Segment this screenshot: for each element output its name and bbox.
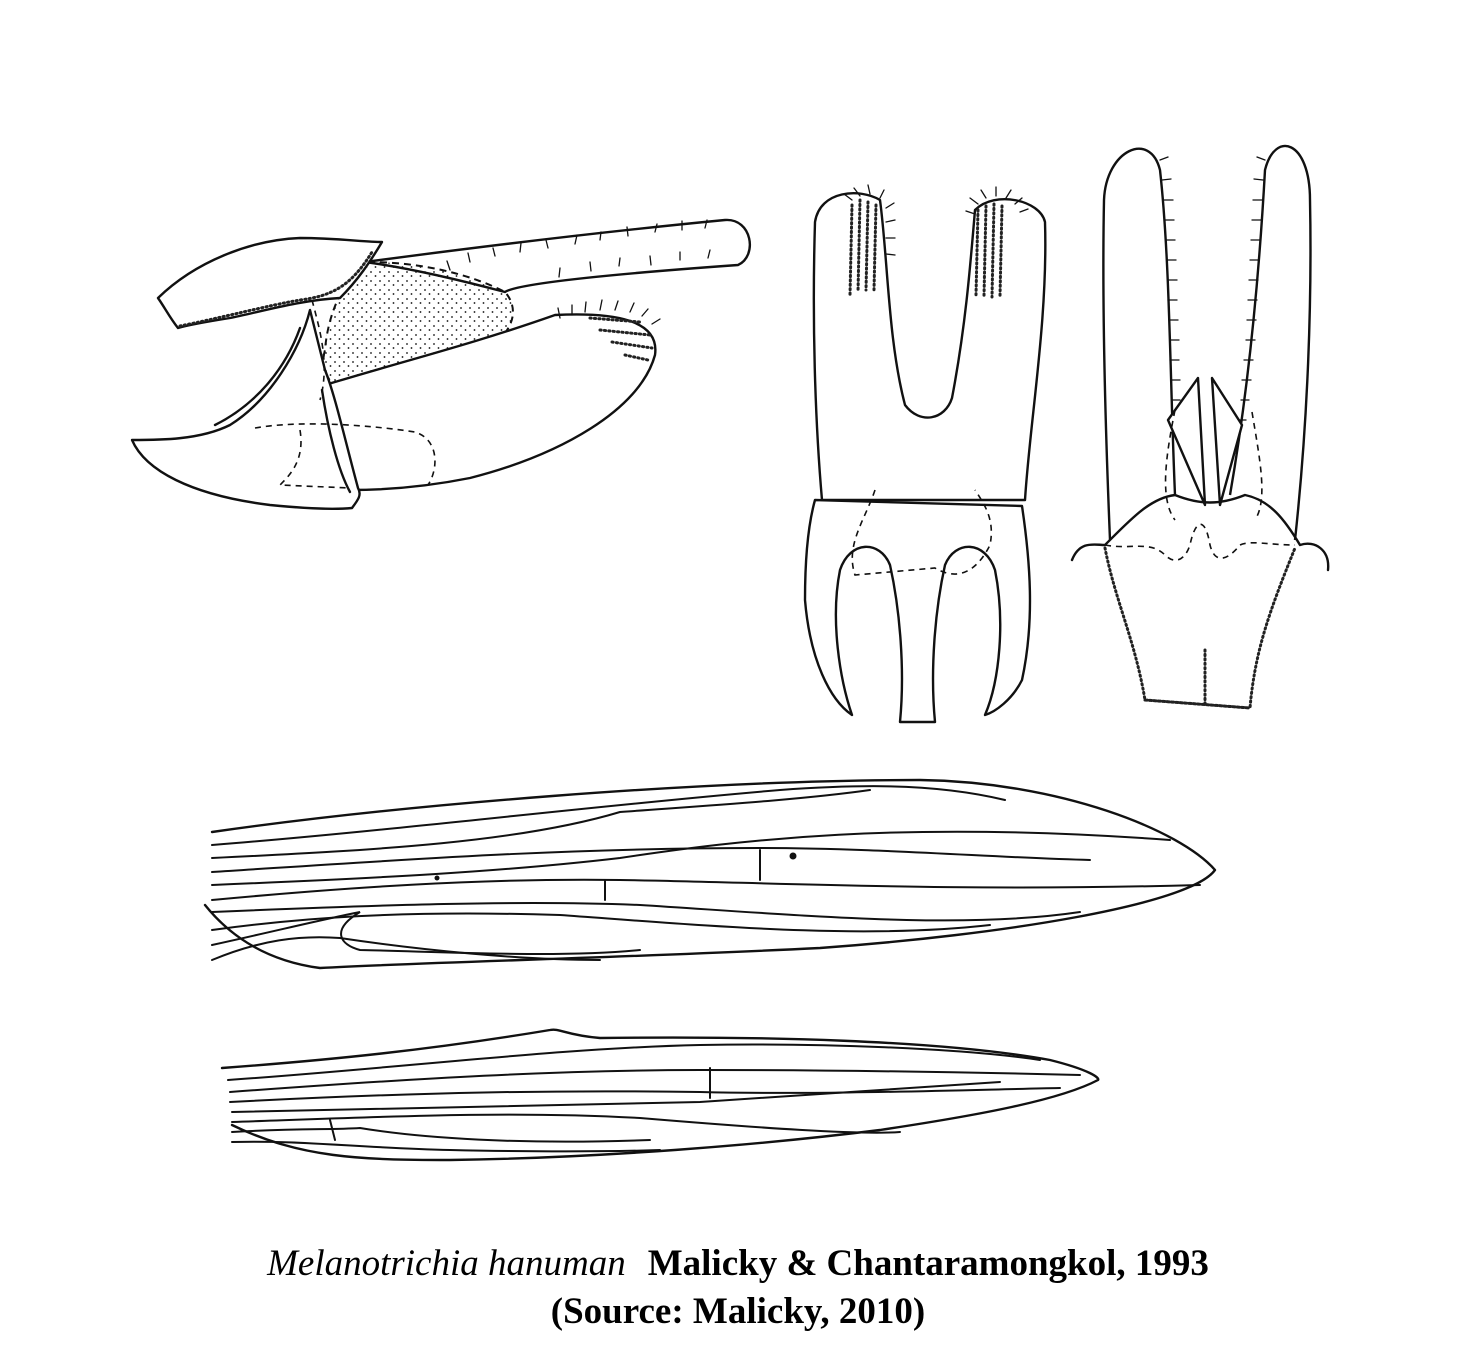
dorsal-left-lobe <box>1103 149 1175 540</box>
lateral-view-drawing <box>132 220 750 509</box>
hindwing-outline <box>222 1030 1098 1160</box>
forewing-veins <box>212 786 1200 960</box>
dorsal-view-drawing <box>1072 146 1328 708</box>
figure-caption <box>0 1240 1476 1336</box>
forewing-drawing <box>205 780 1215 968</box>
dorsal-segment-stipple <box>1105 548 1295 708</box>
species-authority: Malicky & Chantaramongkol, 1993 <box>647 1243 1209 1284</box>
dorsal-right-lobe <box>1230 146 1310 540</box>
caption-title-line <box>0 1240 1476 1288</box>
species-name: Melanotrichia hanuman <box>267 1243 626 1284</box>
hindwing-drawing <box>222 1030 1098 1160</box>
ventral-u-lobes <box>814 193 1045 500</box>
hindwing-veins <box>228 1045 1080 1152</box>
forewing-spot-small <box>435 876 440 881</box>
ventral-view-drawing <box>805 185 1045 722</box>
ventral-base <box>805 500 1030 722</box>
forewing-spot <box>790 853 797 860</box>
caption-source: (Source: Malicky, 2010) <box>550 1291 926 1332</box>
